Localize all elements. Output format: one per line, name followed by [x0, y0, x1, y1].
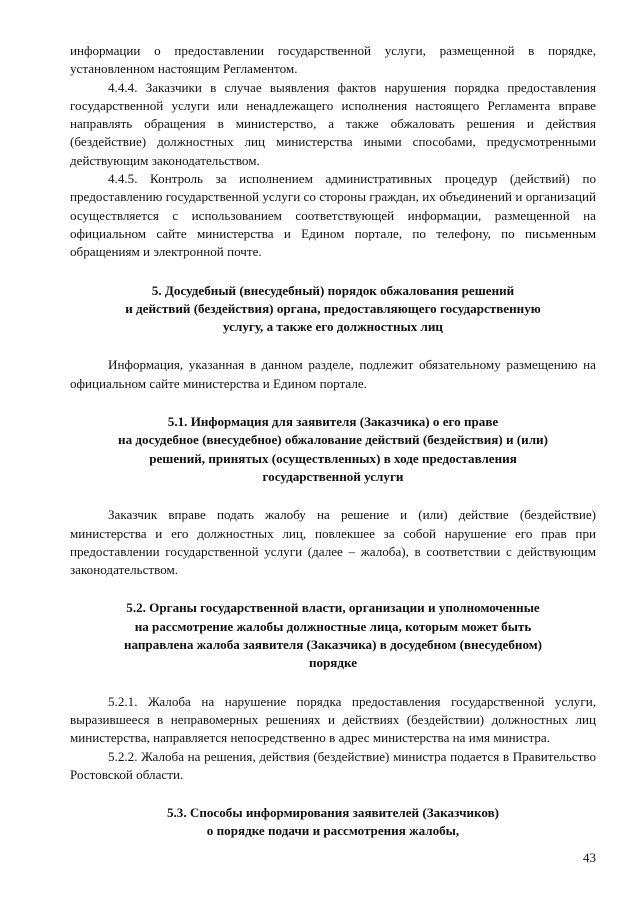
document-page	[70, 42, 596, 841]
section-5-2-heading	[70, 599, 596, 672]
heading-line: порядке	[308, 655, 358, 671]
heading-line: на досудебное (внесудебное) обжалование действий (бездействия) и (или)	[118, 432, 548, 448]
heading-line: о порядке подачи и рассмотрения жалобы,	[206, 823, 460, 839]
heading-line: решений, принятых (осуществленных) в ходе предоставления	[149, 450, 517, 466]
section-5-heading	[70, 282, 596, 337]
heading-line: на рассмотрение жалобы должностные лица, которым может быть	[134, 618, 532, 634]
paragraph-4-4-5: 4.4.5. Контроль за исполнением административных процедур (действий) по предоставлению государственной услуги со стороны граждан, их объединений и организаций осуществляется с использованием соответствующей информации, размещенной на официальном сайте министерства и Едином портале, по телефону, по письменным обращениям и электронной почте.	[70, 171, 596, 260]
paragraph-continuation: информации о предоставлении государственной услуги, размещенной в порядке, установленном настоящим Регламентом.	[70, 43, 596, 77]
paragraph-section-5-1: Заказчик вправе подать жалобу на решение и (или) действие (бездействие) министерства и его должностных лиц, повлекшее за собой нарушение его прав при предоставлении государственной услуги (далее – жалоба), в соответствии с действующим законодательством.	[70, 507, 596, 578]
paragraph-4-4-4: 4.4.4. Заказчики в случае выявления фактов нарушения порядка предоставления государственной услуги или ненадлежащего исполнения настоящего Регламента вправе направлять обращения в министерство, а также обжаловать решения и действия (бездействие) должностных лиц министерства иными способами, предусмотренными действующим законодательством.	[70, 79, 596, 168]
heading-line: и действий (бездействия) органа, предоставляющего государственную	[125, 300, 541, 316]
section-5-1-heading	[70, 413, 596, 486]
paragraph-section-5-info: Информация, указанная в данном разделе, подлежит обязательному размещению на официальном сайте министерства и Едином портале.	[70, 357, 596, 391]
heading-line: государственной услуги	[262, 468, 404, 484]
heading-line: 5.1. Информация для заявителя (Заказчика) о его праве	[167, 414, 499, 430]
section-5-3-heading	[70, 804, 596, 841]
heading-line: направлена жалоба заявителя (Заказчика) в досудебном (внесудебном)	[123, 637, 543, 653]
heading-line: 5.2. Органы государственной власти, организации и уполномоченные	[126, 600, 540, 616]
paragraph-5-2-2: 5.2.2. Жалоба на решения, действия (бездействие) министра подается в Правительство Ростовской области.	[70, 748, 596, 782]
page-number: 43	[583, 850, 596, 865]
heading-line: 5.3. Способы информирования заявителей (Заказчиков)	[166, 805, 500, 821]
heading-line: услугу, а также его должностных лиц	[223, 319, 443, 335]
paragraph-5-2-1: 5.2.1. Жалоба на нарушение порядка предоставления государственной услуги, выразившееся в неправомерных решениях и действиях (бездействии) должностных лиц министерства, направляется непосредственно в адрес министерства на имя министра.	[70, 693, 596, 746]
heading-line: 5. Досудебный (внесудебный) порядок обжалования решений	[151, 282, 515, 298]
